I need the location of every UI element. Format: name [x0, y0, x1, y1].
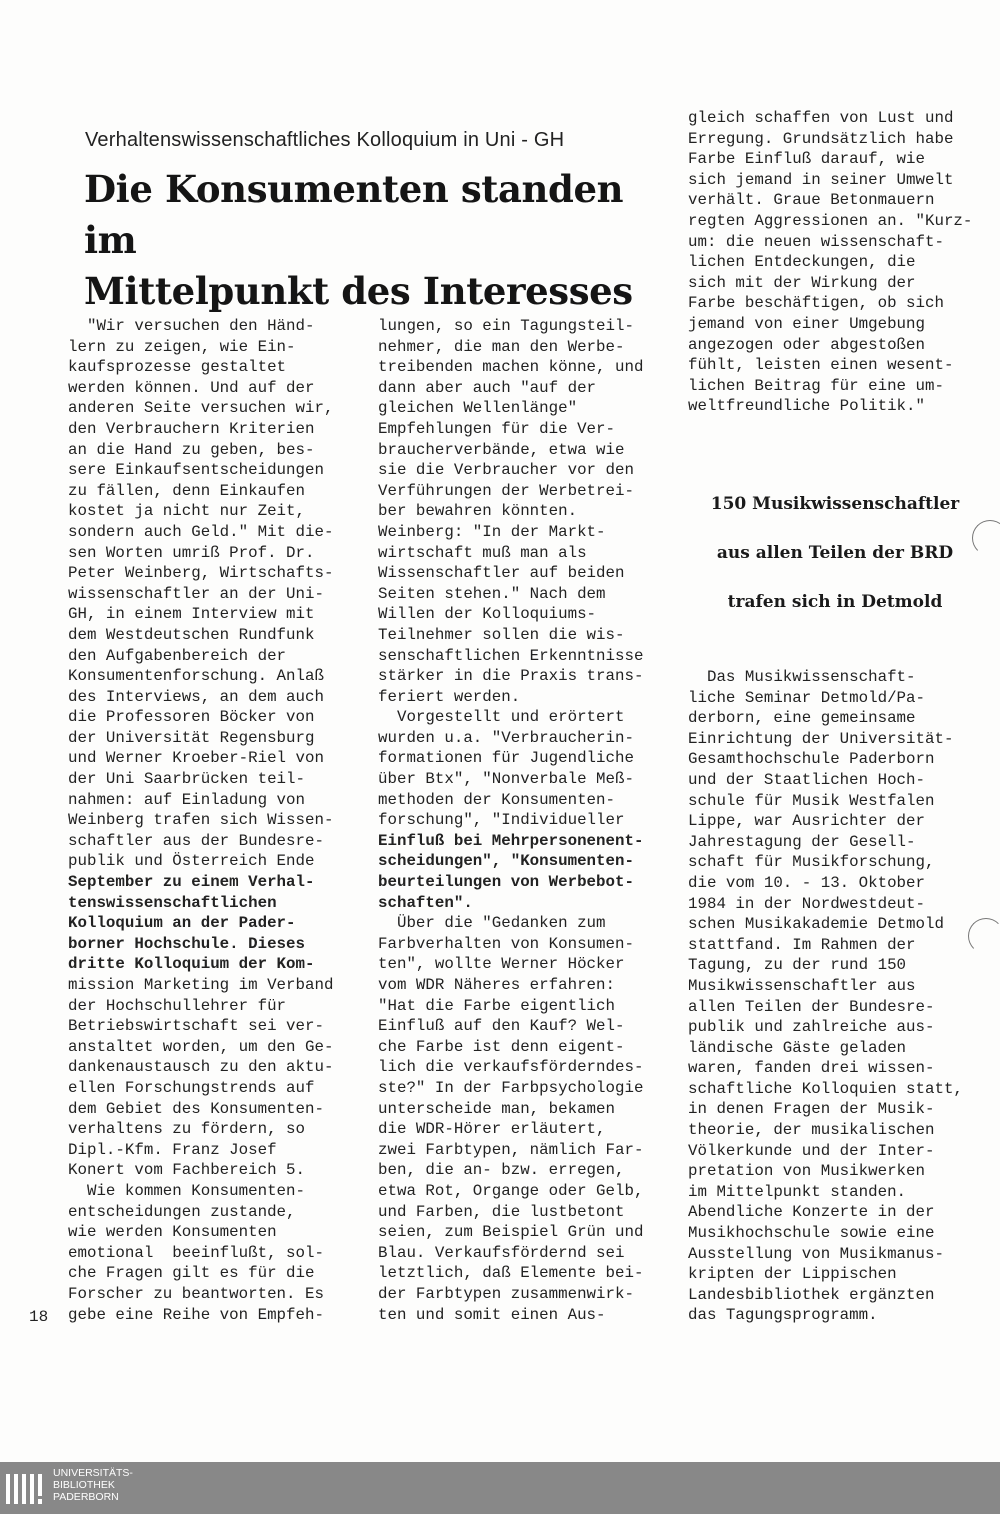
text-line: tenswissenschaftlichen — [68, 893, 277, 912]
text-line: publik und Österreich Ende — [68, 852, 315, 871]
subheadline-line-3: trafen sich in Detmold — [727, 592, 943, 612]
text-line: sere Einkaufsentscheidungen — [68, 461, 324, 480]
text-line: dem Westdeutschen Rundfunk — [68, 625, 315, 644]
text-line: sich jemand in seiner Umwelt — [688, 170, 954, 189]
text-line: vom WDR Näheres erfahren: — [378, 976, 615, 994]
text-line: Ausstellung von Musikmanus- — [688, 1244, 944, 1263]
text-line: wurden u.a. "Verbraucherin- — [378, 728, 634, 747]
text-line: Vorgestellt und erörtert — [378, 708, 625, 727]
text-line: ten", wollte Werner Höcker — [378, 955, 625, 974]
text-line: ben, die an- bzw. erregen, — [378, 1161, 625, 1180]
text-line: die Professoren Böcker von — [68, 708, 315, 727]
article-kicker: Verhaltenswissenschaftliches Kolloquium in Uni - GH — [85, 129, 565, 151]
text-line: Konsumentenforschung. Anlaß — [68, 667, 324, 686]
text-line: stattfand. Im Rahmen der — [688, 935, 916, 954]
text-line: kostet ja nicht nur Zeit, — [68, 502, 305, 521]
text-line: über Btx", "Nonverbale Meß- — [378, 770, 634, 789]
text-line: unterscheide man, bekamen — [378, 1099, 615, 1118]
text-line: und der Staatlichen Hoch- — [688, 770, 925, 789]
text-line: September zu einem Verhal- — [68, 873, 315, 892]
text-line: Empfehlungen für die Ver- — [378, 419, 615, 438]
article-column-2 — [378, 316, 678, 1325]
text-line: che Fragen gilt es für die — [68, 1264, 315, 1283]
text-line: regten Aggressionen an. "Kurz- — [688, 211, 973, 230]
text-line: wissenschaftler an der Uni- — [68, 584, 324, 603]
text-line: Erregung. Grundsätzlich habe — [688, 129, 954, 148]
text-line: dritte Kolloquium der Kom- — [68, 955, 315, 974]
text-line: sie die Verbraucher vor den — [378, 461, 634, 480]
text-line: sich mit der Wirkung der — [688, 273, 916, 292]
text-line: zwei Farbtypen, nämlich Far- — [378, 1140, 644, 1159]
text-line: liche Seminar Detmold/Pa- — [688, 688, 925, 707]
text-line: schaften". — [378, 893, 473, 912]
text-line: ste?" In der Farbpsychologie — [378, 1078, 644, 1097]
text-line: Das Musikwissenschaft- — [688, 668, 916, 686]
text-line: Musikwissenschaftler aus — [688, 976, 916, 995]
text-line: lichen Entdeckungen, die — [688, 253, 916, 272]
text-line: wie werden Konsumenten — [68, 1223, 277, 1242]
text-line: schaft für Musikforschung, — [688, 853, 935, 872]
text-line: Forscher zu beantworten. Es — [68, 1284, 324, 1303]
logo-line-1: UNIVERSITÄTS- — [53, 1467, 133, 1479]
text-line: borner Hochschule. Dieses — [68, 934, 305, 953]
text-line: Seiten stehen." Nach dem — [378, 584, 606, 603]
text-line: Wie kommen Konsumenten- — [68, 1181, 305, 1200]
text-line: verhält. Graue Betonmauern — [688, 191, 935, 210]
page-number: 18 — [29, 1308, 49, 1326]
text-line: lich die verkaufsförderndes- — [378, 1058, 644, 1077]
text-line: gebe eine Reihe von Empfeh- — [68, 1305, 324, 1324]
text-line: an die Hand zu geben, bes- — [68, 440, 315, 459]
text-line: Wissenschaftler auf beiden — [378, 564, 625, 583]
text-line: stärker in die Praxis trans- — [378, 667, 644, 686]
logo-line-2: BIBLIOTHEK — [53, 1479, 115, 1491]
headline-line-2: Mittelpunkt des Interesses — [84, 269, 633, 313]
text-line: theorie, der musikalischen — [688, 1121, 935, 1140]
text-line: werden können. Und auf der — [68, 378, 315, 397]
text-line: nahmen: auf Einladung von — [68, 790, 305, 809]
text-line: Teilnehmer sollen die wis- — [378, 625, 625, 644]
text-line: anstaltet worden, um den Ge- — [68, 1037, 334, 1056]
text-line: che Farbe ist denn eigent- — [378, 1037, 625, 1056]
text-line: anderen Seite versuchen wir, — [68, 399, 334, 418]
text-line: ber bewahren könnten. — [378, 502, 578, 521]
text-line: der Uni Saarbrücken teil- — [68, 770, 305, 789]
library-logo-text — [53, 1467, 133, 1503]
text-line: waren, fanden drei wissen- — [688, 1059, 935, 1078]
text-line: das Tagungsprogramm. — [688, 1306, 878, 1325]
text-line: die vom 10. - 13. Oktober — [688, 873, 925, 892]
text-line: Gesamthochschule Paderborn — [688, 750, 935, 769]
text-line: kaufsprozesse gestaltet — [68, 358, 287, 377]
text-line: braucherverbände, etwa wie — [378, 440, 625, 459]
text-line: jemand von einer Umgebung — [688, 314, 925, 333]
text-line: formationen für Jugendliche — [378, 749, 634, 768]
text-line: Farbverhalten von Konsumen- — [378, 934, 634, 953]
text-line: wirtschaft muß man als — [378, 543, 587, 562]
text-line: entscheidungen zustande, — [68, 1202, 296, 1221]
text-line: lern zu zeigen, wie Ein- — [68, 337, 296, 356]
text-line: und Werner Kroeber-Riel von — [68, 749, 324, 768]
article-column-3-top — [688, 108, 988, 417]
text-line: fühlt, leisten einen wesent- — [688, 356, 954, 375]
text-line: nehmer, die man den Werbe- — [378, 337, 625, 356]
text-line: derborn, eine gemeinsame — [688, 709, 916, 728]
text-line: treibenden machen könne, und — [378, 358, 644, 377]
text-line: beurteilungen von Werbebot- — [378, 873, 634, 892]
text-line: Einrichtung der Universität- — [688, 729, 954, 748]
text-line: schaftliche Kolloquien statt, — [688, 1079, 963, 1098]
text-line: Jahrestagung der Gesell- — [688, 832, 916, 851]
text-line: kripten der Lippischen — [688, 1265, 897, 1284]
logo-line-3: PADERBORN — [53, 1491, 119, 1503]
text-line: ländische Gäste geladen — [688, 1038, 907, 1057]
text-line: Völkerkunde und der Inter- — [688, 1141, 935, 1160]
text-line: pretation von Musikwerken — [688, 1162, 925, 1181]
text-line: zu fällen, denn Einkaufen — [68, 481, 305, 500]
text-line: methoden der Konsumenten- — [378, 790, 615, 809]
text-line: senschaftlichen Erkenntnisse — [378, 646, 644, 665]
text-line: forschung", "Individueller — [378, 811, 625, 830]
text-line: des Interviews, an dem auch — [68, 687, 324, 706]
article-headline — [84, 164, 674, 317]
text-line: Farbe beschäftigen, ob sich — [688, 294, 944, 313]
text-line: Tagung, zu der rund 150 — [688, 956, 907, 975]
text-line: Über die "Gedanken zum — [378, 914, 606, 933]
text-line: Betriebswirtschaft sei ver- — [68, 1017, 324, 1036]
text-line: dankenaustausch zu den aktu- — [68, 1058, 334, 1077]
text-line: 1984 in der Nordwestdeut- — [688, 894, 925, 913]
text-line: den Verbrauchern Kriterien — [68, 419, 315, 438]
text-line: publik und zahlreiche aus- — [688, 1018, 935, 1037]
text-line: allen Teilen der Bundesre- — [688, 997, 935, 1016]
text-line: der Farbtypen zusammenwirk- — [378, 1284, 634, 1303]
text-line: etwa Rot, Organge oder Gelb, — [378, 1181, 644, 1200]
text-line: im Mittelpunkt standen. — [688, 1182, 907, 1201]
punch-hole-mark — [972, 520, 1000, 556]
text-line: lichen Beitrag für eine um- — [688, 376, 944, 395]
text-line: sondern auch Geld." Mit die- — [68, 522, 334, 541]
text-line: Farbe Einfluß darauf, wie — [688, 150, 925, 169]
text-line: Konert vom Fachbereich 5. — [68, 1161, 305, 1180]
text-line: Musikhochschule sowie eine — [688, 1224, 935, 1243]
text-line: "Hat die Farbe eigentlich — [378, 996, 615, 1015]
text-line: ten und somit einen Aus- — [378, 1305, 606, 1324]
text-line: Willen der Kolloquiums- — [378, 605, 597, 624]
text-line: Peter Weinberg, Wirtschafts- — [68, 564, 334, 583]
subheadline-line-1: 150 Musikwissenschaftler — [710, 494, 960, 514]
text-line: Verführungen der Werbetrei- — [378, 481, 634, 500]
text-line: Weinberg trafen sich Wissen- — [68, 811, 334, 830]
text-line: Weinberg: "In der Markt- — [378, 522, 606, 541]
text-line: dem Gebiet des Konsumenten- — [68, 1099, 324, 1118]
text-line: ellen Forschungstrends auf — [68, 1078, 315, 1097]
text-line: scheidungen", "Konsumenten- — [378, 852, 634, 871]
text-line: feriert werden. — [378, 687, 521, 706]
text-line: gleich schaffen von Lust und — [688, 109, 954, 127]
text-line: die WDR-Hörer erläutert, — [378, 1120, 606, 1139]
text-line: lungen, so ein Tagungsteil- — [378, 317, 634, 335]
text-line: angezogen oder abgestoßen — [688, 335, 925, 354]
text-line: seien, zum Beispiel Grün und — [378, 1223, 644, 1242]
text-line: schen Musikakademie Detmold — [688, 915, 944, 934]
article-column-1 — [68, 316, 368, 1325]
text-line: Lippe, war Ausrichter der — [688, 812, 925, 831]
article-column-3-bottom — [688, 667, 988, 1326]
headline-line-1: Die Konsumenten standen im — [84, 167, 624, 262]
text-line: gleichen Wellenlänge" — [378, 399, 578, 418]
text-line: dann aber auch "auf der — [378, 378, 597, 397]
text-line: schaftler aus der Bundesre- — [68, 831, 324, 850]
text-line: verhaltens zu fördern, so — [68, 1120, 305, 1139]
text-line: um: die neuen wissenschaft- — [688, 232, 944, 251]
text-line: weltfreundliche Politik." — [688, 397, 925, 416]
text-line: Kolloquium an der Pader- — [68, 914, 296, 933]
text-line: Dipl.-Kfm. Franz Josef — [68, 1140, 277, 1159]
text-line: Einfluß bei Mehrpersonenent- — [378, 831, 644, 850]
text-line: in denen Fragen der Musik- — [688, 1100, 935, 1119]
text-line: der Universität Regensburg — [68, 728, 315, 747]
library-footer-bar — [0, 1462, 1000, 1514]
text-line: letztlich, daß Elemente bei- — [378, 1264, 644, 1283]
text-line: und Farben, die lustbetont — [378, 1202, 625, 1221]
text-line: GH, in einem Interview mit — [68, 605, 315, 624]
text-line: emotional beeinflußt, sol- — [68, 1243, 324, 1262]
text-line: der Hochschullehrer für — [68, 996, 287, 1015]
text-line: sen Worten umriß Prof. Dr. — [68, 543, 315, 562]
text-line: "Wir versuchen den Händ- — [68, 317, 315, 335]
text-line: mission Marketing im Verband — [68, 976, 334, 994]
text-line: Landesbibliothek ergänzten — [688, 1285, 935, 1304]
punch-hole-mark — [968, 918, 1000, 954]
text-line: Einfluß auf den Kauf? Wel- — [378, 1017, 625, 1036]
text-line: Blau. Verkaufsfördernd sei — [378, 1243, 625, 1262]
subheadline-line-2: aus allen Teilen der BRD — [716, 543, 954, 563]
text-line: schule für Musik Westfalen — [688, 791, 935, 810]
library-logo-icon — [5, 1468, 45, 1508]
text-line: Abendliche Konzerte in der — [688, 1203, 935, 1222]
text-line: den Aufgabenbereich der — [68, 646, 287, 665]
